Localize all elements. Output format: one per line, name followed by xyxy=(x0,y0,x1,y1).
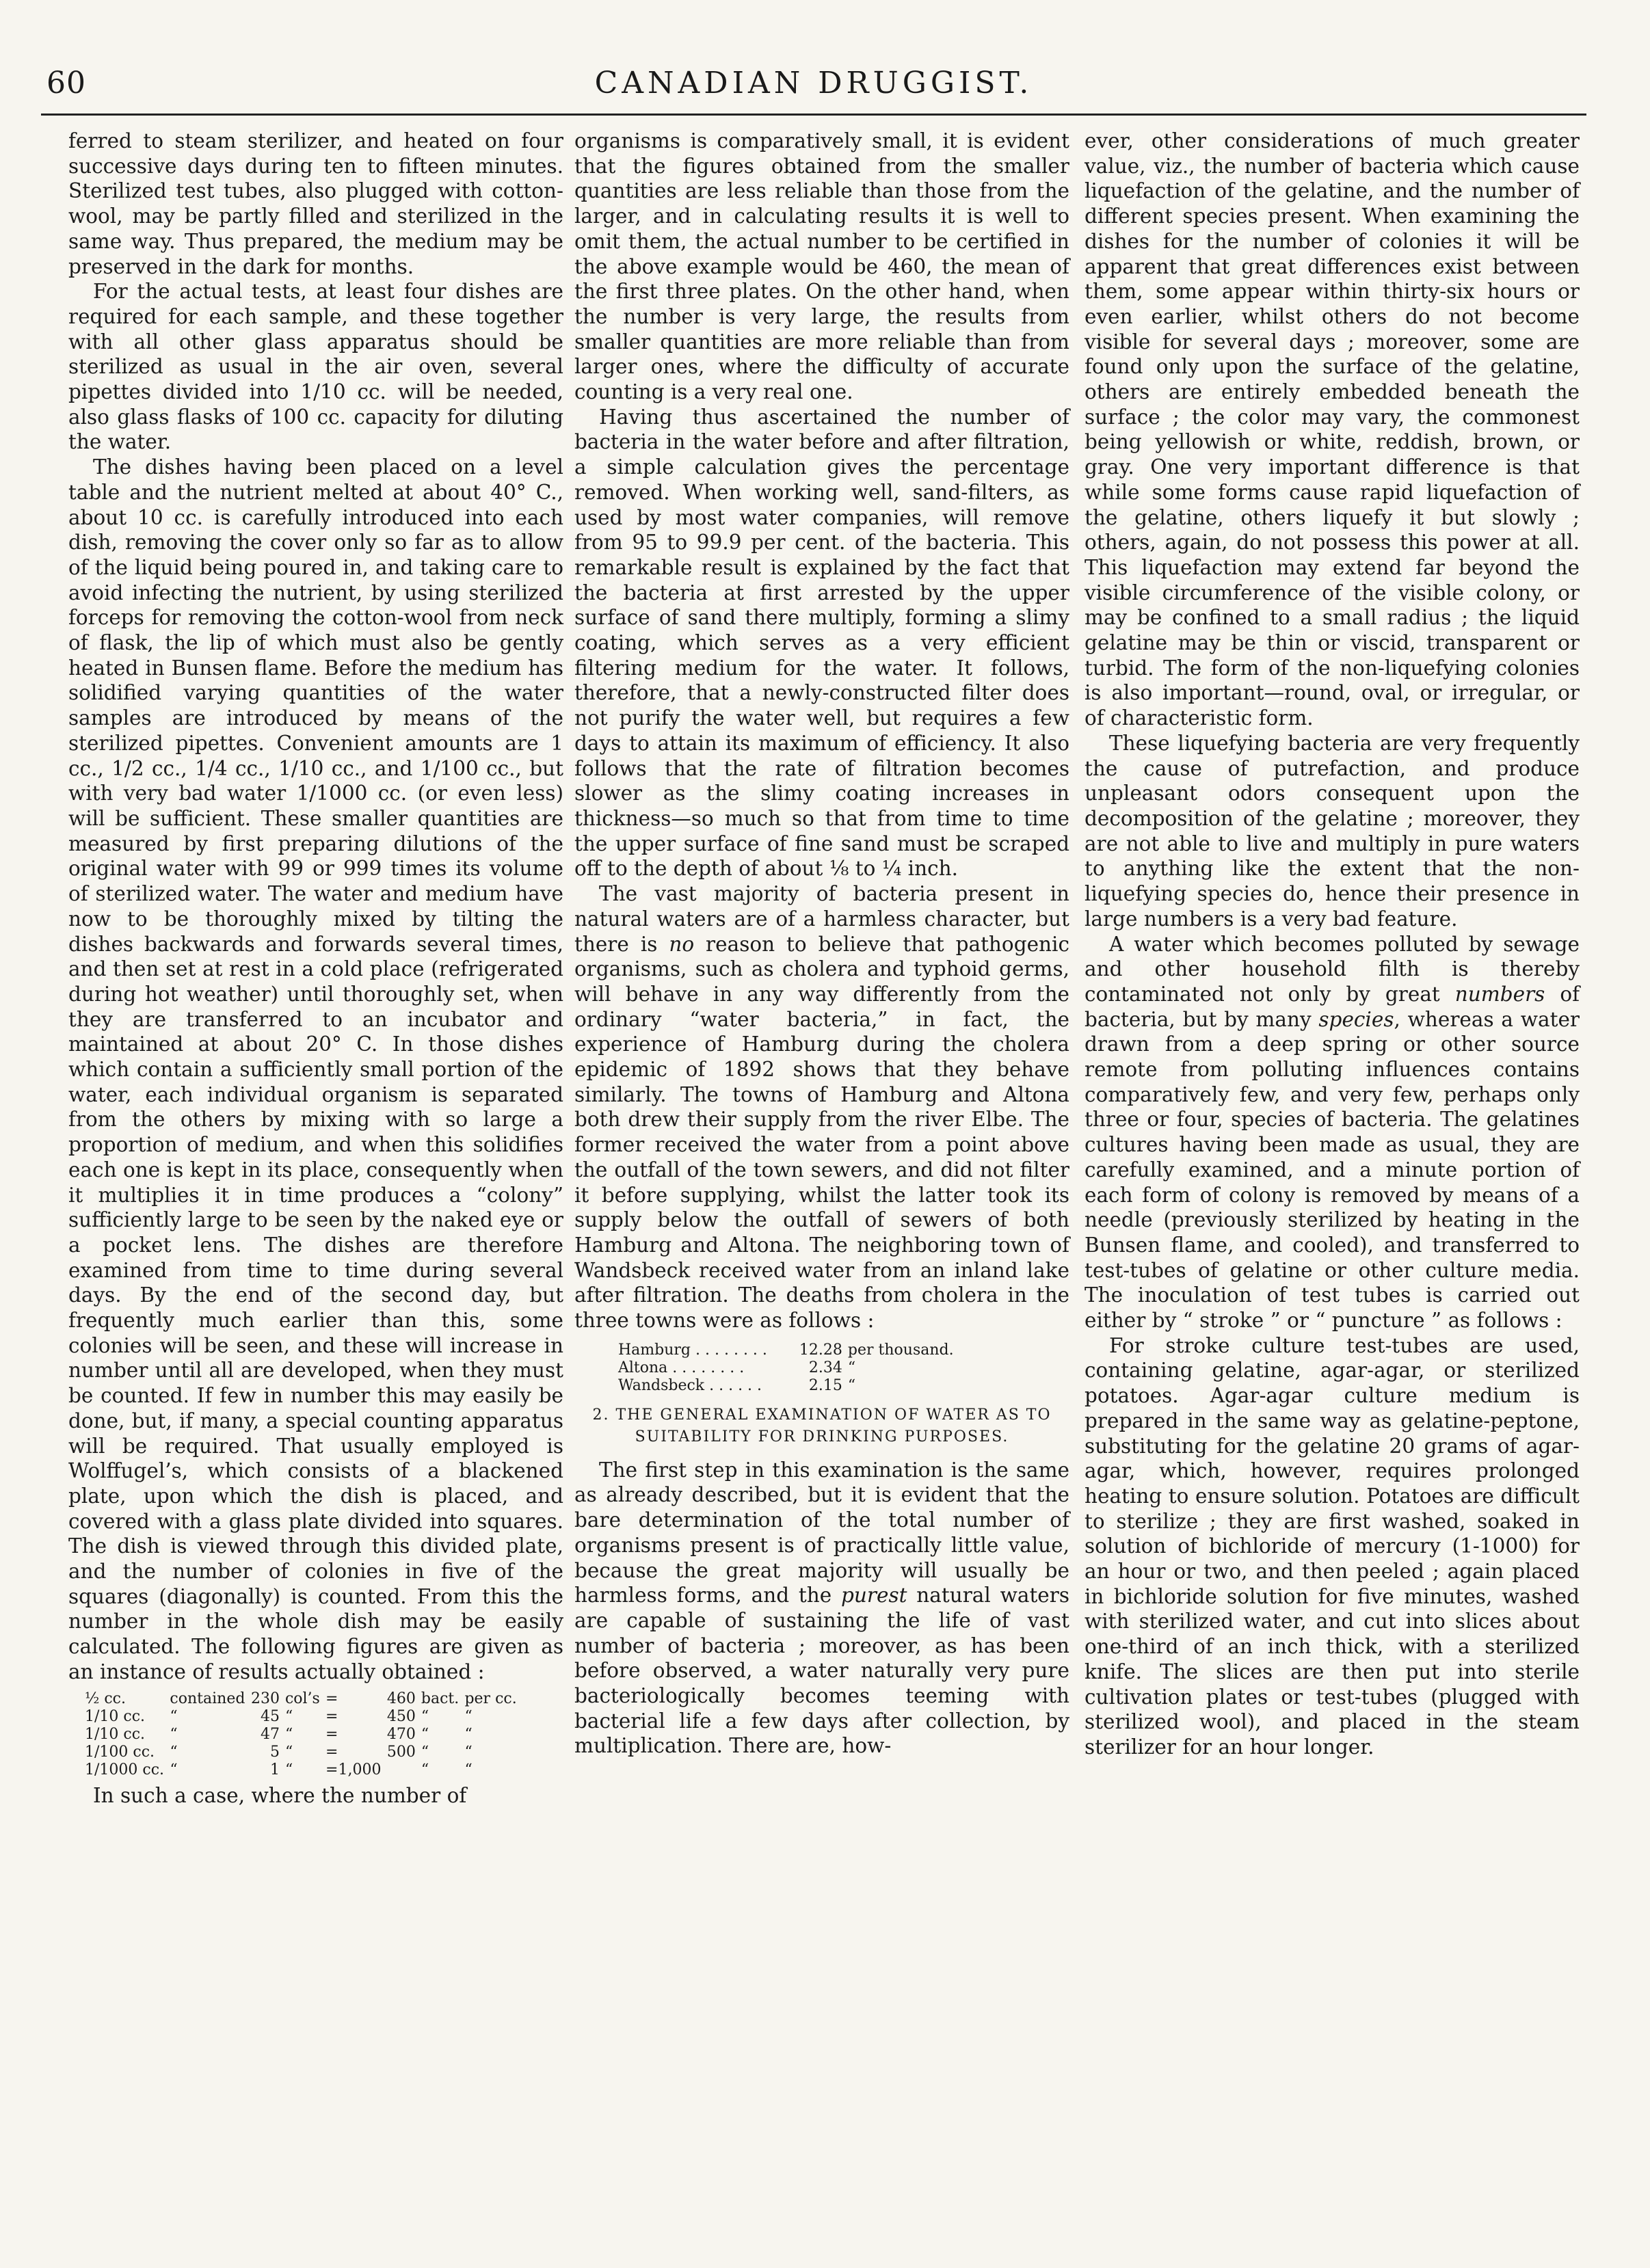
table-cell xyxy=(384,1761,418,1779)
paragraph xyxy=(1085,932,1580,1333)
text-run: reason to believe that pathogenic organisms, such as cholera and typhoid germs, will behave in any way differently from the ordinary “water bacteria,” in fact, the experience of Hamburg during the cholera epidemic of 1892 shows that they behave similarly. The towns of Hamburg and Altona both drew their supply from the river Elbe. The former received the water from a point above the outfall of the town sewers, and did not filter it before supplying, whilst the latter took its supply below the outfall of sewers of both Hamburg and Altona. The neighboring town of Wandsbeck received water from an inland lake after filtration. The deaths from cholera in the three towns were as follows : xyxy=(574,932,1069,1333)
table-row xyxy=(615,1377,971,1395)
paragraph xyxy=(574,881,1069,1333)
text-run: of bacteria, but by many xyxy=(1085,982,1580,1031)
table-row xyxy=(82,1708,520,1726)
journal-title: CANADIAN DRUGGIST. xyxy=(594,66,1033,101)
table-cell: “ xyxy=(847,1359,856,1376)
paragraph: ferred to steam sterilizer, and heated on four successive days during ten to fifteen minutes. Sterilized test tubes, also plugged with cotton-wool, may be partly filled and sterilized in the same way. Thus prepared, the medium may be preserved in the dark for months. xyxy=(68,129,563,278)
table-cell: = xyxy=(325,1690,338,1707)
table-cell: 2.15 xyxy=(808,1376,842,1394)
text-run: The vast majority of bacteria present in natural waters are of a harmless character, but there is xyxy=(574,882,1069,956)
table-cell: per thousand. xyxy=(847,1341,954,1359)
table-row xyxy=(82,1744,520,1761)
table-cell: 2.34 xyxy=(808,1359,842,1376)
table-cell: “ xyxy=(464,1707,473,1725)
results-table xyxy=(82,1690,520,1779)
table-cell: 1/1000 cc. xyxy=(85,1761,165,1778)
paragraph: organisms is comparatively small, it is evident that the figures obtained from the smaller quantities are less reliable than those from the larger, and in calculating results it is well to omit them, the actual number to be certified in the above example would be 460, the mean of the first three plates. On the other hand, when the number is very large, the results from smaller quantities are more reliable than from larger ones, where the difficulty of accurate counting is a very real one. xyxy=(574,129,1069,404)
emphasis: species xyxy=(1318,1007,1394,1031)
table-cell: “ xyxy=(284,1707,293,1725)
paragraph: In such a case, where the number of xyxy=(93,1783,467,1807)
table-cell: bact. xyxy=(421,1690,460,1707)
table-cell: per cc. xyxy=(464,1690,517,1707)
table-cell: “ xyxy=(170,1761,178,1778)
paragraph: These liquefying bacteria are very frequently the cause of putrefaction, and produce unpleasant odors consequent upon the decomposition of the gelatine ; moreover, they are not able to live and multiply in pure waters to anything like the extent that the non-liquefying species do, hence their presence in large numbers is a very bad feature. xyxy=(1085,731,1580,931)
table-row xyxy=(82,1726,520,1744)
table-cell: 470 xyxy=(386,1725,416,1743)
table-cell: 500 xyxy=(386,1743,416,1761)
table-cell: 47 xyxy=(260,1725,280,1743)
table-row xyxy=(615,1342,971,1359)
table-cell: = xyxy=(325,1707,338,1725)
column-1 xyxy=(68,129,563,1808)
cholera-deaths-table xyxy=(615,1342,971,1395)
table-row xyxy=(82,1690,520,1708)
paragraph: ever, other considerations of much greater value, viz., the number of bacteria which cause liquefaction of the gelatine, and the number of different species present. When examining the dishes for the number of colonies it will be apparent that great differences exist between them, some appear within thirty-six hours or even earlier, whilst others do not become visible for several days ; moreover, some are found only upon the surface of the gelatine, others are entirely embedded beneath the surface ; the color may vary, the commonest being yellowish or white, reddish, brown, or gray. One very important difference is that while some forms cause rapid liquefaction of the gelatine, others liquefy it but slowly ; others, again, do not possess this power at all. This liquefaction may extend far beyond the visible circumference of the visible colony, or may be confined to a small radius ; the liquid gelatine may be thin or viscid, transparent or turbid. The form of the non-liquefying colonies is also important—round, oval, or irregular, or of characteristic form. xyxy=(1085,129,1580,730)
table-cell: “ xyxy=(170,1725,178,1743)
emphasis: numbers xyxy=(1454,982,1545,1006)
text-run: The first step in this examination is the same as already described, but it is evident that the bare determination of the total number of organisms present is of practically little value, because the great majority will usually be harmless forms, and the xyxy=(574,1458,1069,1607)
column-2 xyxy=(574,129,1069,1759)
table-cell: 45 xyxy=(260,1707,280,1725)
table-cell: 12.28 xyxy=(799,1341,842,1359)
table-cell: 1/100 cc. xyxy=(85,1743,155,1761)
paragraph: Having thus ascertained the number of bacteria in the water before and after filtration, a simple calculation gives the percentage removed. When working well, sand-filters, as used by most water companies, will remove from 95 to 99.9 per cent. of the bacteria. This remarkable result is explained by the fact that the bacteria at first arrested by the upper surface of sand there multiply, forming a slimy coating, which serves as a very efficient filtering medium for the water. It follows, therefore, that a newly-constructed filter does not purify the water well, but requires a few days to attain its maximum of efficiency. It also follows that the rate of filtration becomes slower as the slimy coating increases in thickness—so much so that from time to time the upper surface of fine sand must be scraped off to the depth of about ⅛ to ¼ inch. xyxy=(574,405,1069,881)
table-cell: 450 xyxy=(386,1707,416,1725)
table-cell: “ xyxy=(847,1376,856,1394)
table-cell: Altona . . . . . . . . xyxy=(618,1359,745,1376)
table-cell: 1/10 cc. xyxy=(85,1725,146,1743)
paragraph: The dishes having been placed on a level table and the nutrient melted at about 40° C., about 10 cc. is carefully introduced into each dish, removing the cover only so far as to allow of the liquid being poured in, and taking care to avoid infecting the nutrient, by using sterilized forceps for removing the cotton-wool from neck of flask, the lip of which must also be gently heated in Bunsen flame. Before the medium has solidified varying quantities of the water samples are introduced by means of the sterilized pipettes. Convenient amounts are 1 cc., 1/2 cc., 1/4 cc., 1/10 cc., and 1/100 cc., but with very bad water 1/1000 cc. (or even less) will be sufficient. These smaller quantities are measured by first preparing dilutions of the original water with 99 or 999 times its volume of sterilized water. The water and medium have now to be thoroughly mixed by tilting the dishes backwards and forwards several times, and then set at rest in a cold place (refrigerated during hot weather) until thoroughly set, when they are transferred to an incubator and maintained at about 20° C. In those dishes which contain a sufficiently small portion of the water, each individual organism is separated from the others by mixing with so large a proportion of medium, and when this solidifies each one is kept in its place, consequently when it multiplies it in time produces a “colony” sufficiently large to be seen by the naked eye or a pocket lens. The dishes are therefore examined from time to time during several days. By the end of the second day, but frequently much earlier than this, some colonies will be seen, and these will increase in number until all are developed, when they must be counted. If few in number this may easily be done, but, if many, a special counting apparatus will be required. That usually employed is Wolffugel’s, which consists of a blackened plate, upon which the dish is placed, and covered with a glass plate divided into squares. The dish is viewed through this divided plate, and the number of colonies in five of the squares (diagonally) is counted. From this the number in the whole dish may be easily calculated. The following figures are given as an instance of results actually obtained : xyxy=(68,455,563,1683)
page-number: 60 xyxy=(46,66,86,101)
table-cell: = xyxy=(325,1725,338,1743)
table-cell: ½ cc. xyxy=(85,1690,126,1707)
table-cell: “ xyxy=(421,1761,429,1778)
table-cell: Wandsbeck . . . . . . xyxy=(618,1376,762,1394)
text-run: A water which becomes polluted by sewage and other household filth is thereby contaminated not only by great xyxy=(1085,932,1580,1006)
table-cell: contained xyxy=(170,1690,245,1707)
table-cell: “ xyxy=(284,1725,293,1743)
column-3 xyxy=(1085,129,1580,1760)
table-cell: “ xyxy=(421,1743,429,1761)
paragraph: For the actual tests, at least four dishes are required for each sample, and these together with all other glass apparatus should be sterilized as usual in the air oven, several pipettes divided into 1/10 cc. will be needed, also glass flasks of 100 cc. capacity for diluting the water. xyxy=(68,280,563,454)
table-cell: 230 xyxy=(250,1690,280,1707)
table-cell: “ xyxy=(170,1743,178,1761)
table-cell: Hamburg . . . . . . . . xyxy=(618,1341,767,1359)
table-cell: “ xyxy=(464,1761,473,1778)
table-cell: “ xyxy=(421,1707,429,1725)
table-cell: 5 xyxy=(269,1743,280,1761)
table-cell: =1,000 xyxy=(325,1761,382,1778)
table-cell: = xyxy=(325,1743,338,1761)
table-cell: “ xyxy=(464,1725,473,1743)
section-heading: 2. THE GENERAL EXAMINATION OF WATER AS TO SUITABILITY FOR DRINKING PURPOSES. xyxy=(592,1406,1052,1445)
table-row xyxy=(615,1359,971,1377)
page-header xyxy=(41,66,1586,116)
table-cell: col’s xyxy=(284,1690,320,1707)
table-cell: 1/10 cc. xyxy=(85,1707,146,1725)
paragraph xyxy=(574,1458,1069,1759)
table-row xyxy=(82,1761,520,1779)
emphasis: no xyxy=(669,932,695,956)
table-cell: “ xyxy=(170,1707,178,1725)
table-cell: “ xyxy=(421,1725,429,1743)
table-cell: 460 xyxy=(386,1690,416,1707)
text-run: , whereas a water drawn from a deep spring or other source remote from polluting influences contains comparatively few, and very few, perhaps only three or four, species of bacteria. The gelatines cultures having been made as usual, they are carefully examined, and a minute portion of each form of colony is removed by means of a needle (previously sterilized by heating in the Bunsen flame, and cooled), and transferred to test-tubes of gelatine or other culture media. The inoculation of test tubes is carried out either by “ stroke ” or “ puncture ” as follows : xyxy=(1085,1007,1580,1333)
table-cell: “ xyxy=(284,1743,293,1761)
table-cell: “ xyxy=(284,1761,293,1778)
table-cell: “ xyxy=(464,1743,473,1761)
text-run: natural waters are capable of sustaining the life of vast number of bacteria ; moreover, as has been before observed, a water naturally very pure bacteriologically becomes teeming with bacterial life a few days after collection, by multiplication. There are, how- xyxy=(574,1584,1069,1758)
table-cell: 1 xyxy=(269,1761,280,1778)
paragraph: For stroke culture test-tubes are used, containing gelatine, agar-agar, or sterilized potatoes. Agar-agar culture medium is prepared in the same way as gelatine-peptone, substituting for the gelatine 20 grams of agar-agar, which, however, requires prolonged heating to ensure solution. Potatoes are difficult to sterilize ; they are first washed, soaked in solution of bichloride of mercury (1-1000) for an hour or two, and then peeled ; again placed in bichloride solution for five minutes, washed with sterilized water, and cut into slices about one-third of an inch thick, with a sterilized knife. The slices are then put into sterile cultivation plates or test-tubes (plugged with sterilized wool), and placed in the steam sterilizer for an hour longer. xyxy=(1085,1333,1580,1759)
emphasis: purest xyxy=(841,1584,907,1607)
